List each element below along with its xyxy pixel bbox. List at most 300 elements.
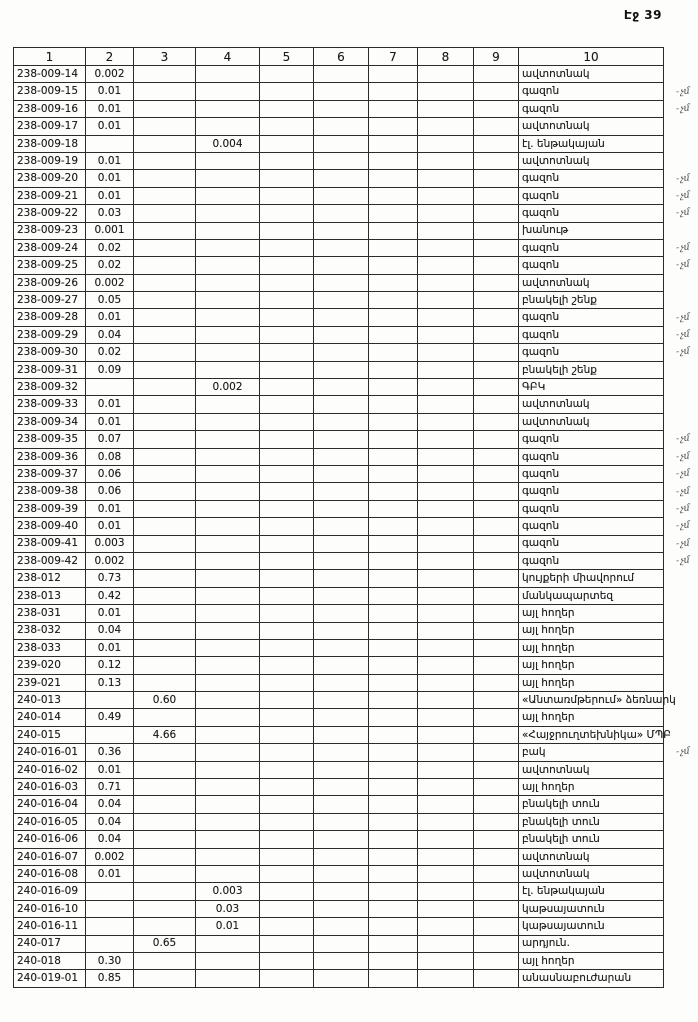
table-row (14, 761, 664, 778)
table-row (14, 865, 664, 882)
cell-empty (314, 935, 369, 952)
cell-land-use: ավտոտնակ (519, 274, 664, 291)
cell-empty (369, 205, 418, 222)
cell-area-col3 (134, 970, 196, 987)
cell-empty (314, 100, 369, 117)
cell-empty (260, 309, 314, 326)
cell-empty (314, 257, 369, 274)
cell-parcel-id: 240-014 (14, 709, 86, 726)
cell-empty (369, 865, 418, 882)
cell-area-col2: 0.06 (86, 465, 134, 482)
cell-empty (369, 344, 418, 361)
cell-area-col4 (196, 483, 260, 500)
table-row (14, 883, 664, 900)
cell-parcel-id: 238-009-39 (14, 500, 86, 517)
cell-empty (369, 970, 418, 987)
cell-area-col2: 0.71 (86, 779, 134, 796)
cell-empty (369, 152, 418, 169)
cell-area-col2: 0.04 (86, 326, 134, 343)
handwritten-margin-mark: - չմ (676, 104, 690, 114)
table-row (14, 605, 664, 622)
table-row (14, 239, 664, 256)
cell-empty (418, 500, 474, 517)
cell-empty (260, 692, 314, 709)
cell-empty (260, 396, 314, 413)
cell-empty (369, 135, 418, 152)
cell-empty (418, 605, 474, 622)
cell-area-col2: 0.01 (86, 761, 134, 778)
table-row (14, 518, 664, 535)
cell-parcel-id: 239-021 (14, 674, 86, 691)
table-row (14, 448, 664, 465)
table-row (14, 552, 664, 569)
cell-parcel-id: 240-016-10 (14, 900, 86, 917)
column-header-3: 3 (134, 48, 196, 66)
cell-empty (314, 413, 369, 430)
cell-area-col4: 0.003 (196, 883, 260, 900)
cell-land-use: բնակելի շենք (519, 292, 664, 309)
cell-empty (369, 535, 418, 552)
cell-empty (474, 396, 519, 413)
cell-area-col2: 0.01 (86, 500, 134, 517)
cell-land-use: կույքերի միավորում (519, 570, 664, 587)
cell-area-col4 (196, 744, 260, 761)
cell-area-col2: 0.01 (86, 413, 134, 430)
cell-area-col4 (196, 552, 260, 569)
cell-area-col3 (134, 900, 196, 917)
cell-empty (369, 100, 418, 117)
parcel-table-wrap (13, 47, 691, 988)
cell-area-col4 (196, 935, 260, 952)
cell-empty (474, 883, 519, 900)
handwritten-margin-mark: - չմ (676, 469, 690, 479)
cell-empty (369, 257, 418, 274)
table-row (14, 657, 664, 674)
cell-land-use: գազոն - չմ (519, 500, 664, 517)
cell-area-col2: 0.002 (86, 66, 134, 83)
cell-empty (260, 796, 314, 813)
handwritten-margin-mark: - չմ (676, 538, 690, 548)
cell-empty (474, 222, 519, 239)
cell-land-use: գազոն - չմ (519, 483, 664, 500)
column-header-5: 5 (260, 48, 314, 66)
cell-area-col3 (134, 413, 196, 430)
cell-parcel-id: 238-013 (14, 587, 86, 604)
cell-parcel-id: 238-009-28 (14, 309, 86, 326)
cell-area-col4 (196, 796, 260, 813)
cell-area-col4: 0.01 (196, 918, 260, 935)
cell-area-col2: 0.73 (86, 570, 134, 587)
cell-parcel-id: 238-012 (14, 570, 86, 587)
cell-empty (418, 865, 474, 882)
cell-empty (474, 83, 519, 100)
cell-area-col3 (134, 622, 196, 639)
cell-empty (474, 118, 519, 135)
cell-area-col4 (196, 692, 260, 709)
cell-empty (260, 118, 314, 135)
cell-empty (474, 326, 519, 343)
cell-empty (418, 118, 474, 135)
cell-parcel-id: 240-016-08 (14, 865, 86, 882)
cell-empty (369, 518, 418, 535)
cell-area-col3 (134, 361, 196, 378)
cell-land-use: ավտոտնակ (519, 396, 664, 413)
cell-empty (314, 605, 369, 622)
cell-empty (418, 535, 474, 552)
cell-empty (314, 865, 369, 882)
cell-parcel-id: 240-016-02 (14, 761, 86, 778)
table-row (14, 918, 664, 935)
cell-parcel-id: 238-009-40 (14, 518, 86, 535)
handwritten-margin-mark: - չմ (676, 191, 690, 201)
cell-empty (474, 970, 519, 987)
cell-area-col4 (196, 309, 260, 326)
cell-empty (260, 431, 314, 448)
cell-empty (260, 744, 314, 761)
cell-area-col2 (86, 135, 134, 152)
cell-empty (369, 274, 418, 291)
table-row (14, 639, 664, 656)
cell-area-col4 (196, 344, 260, 361)
cell-empty (314, 622, 369, 639)
cell-empty (369, 692, 418, 709)
handwritten-margin-mark: - չմ (676, 208, 690, 218)
cell-land-use: գազոն - չմ (519, 552, 664, 569)
cell-empty (474, 952, 519, 969)
cell-empty (260, 205, 314, 222)
table-row (14, 674, 664, 691)
cell-empty (474, 100, 519, 117)
cell-empty (314, 900, 369, 917)
cell-empty (314, 674, 369, 691)
cell-empty (260, 326, 314, 343)
cell-area-col2: 0.05 (86, 292, 134, 309)
cell-parcel-id: 238-009-23 (14, 222, 86, 239)
handwritten-margin-mark: - չմ (676, 173, 690, 183)
cell-empty (474, 865, 519, 882)
handwritten-margin-mark: - չմ (676, 521, 690, 531)
handwritten-margin-mark: - չմ (676, 312, 690, 322)
cell-area-col2: 0.12 (86, 657, 134, 674)
cell-empty (418, 796, 474, 813)
cell-land-use: մանկապարտեզ (519, 587, 664, 604)
cell-parcel-id: 238-009-19 (14, 152, 86, 169)
cell-empty (474, 779, 519, 796)
cell-empty (369, 222, 418, 239)
cell-area-col4 (196, 970, 260, 987)
cell-area-col2 (86, 900, 134, 917)
cell-empty (474, 257, 519, 274)
cell-area-col2: 0.03 (86, 205, 134, 222)
cell-empty (369, 848, 418, 865)
table-row (14, 779, 664, 796)
cell-empty (369, 66, 418, 83)
cell-empty (314, 83, 369, 100)
cell-land-use: այլ հողեր (519, 952, 664, 969)
cell-area-col2: 0.01 (86, 170, 134, 187)
cell-parcel-id: 238-031 (14, 605, 86, 622)
cell-empty (369, 465, 418, 482)
cell-area-col4 (196, 326, 260, 343)
cell-area-col3: 0.65 (134, 935, 196, 952)
cell-empty (418, 831, 474, 848)
cell-area-col4 (196, 187, 260, 204)
cell-empty (418, 570, 474, 587)
cell-land-use: գազոն - չմ (519, 448, 664, 465)
cell-area-col2: 0.001 (86, 222, 134, 239)
cell-empty (474, 152, 519, 169)
cell-area-col3 (134, 587, 196, 604)
cell-area-col4 (196, 274, 260, 291)
parcel-table (13, 47, 691, 988)
header-row (14, 48, 664, 66)
cell-empty (260, 587, 314, 604)
cell-area-col3 (134, 309, 196, 326)
handwritten-margin-mark: - չմ (676, 486, 690, 496)
cell-empty (369, 448, 418, 465)
cell-empty (474, 639, 519, 656)
cell-area-col2: 0.02 (86, 257, 134, 274)
table-row (14, 431, 664, 448)
table-row (14, 692, 664, 709)
cell-empty (314, 292, 369, 309)
cell-parcel-id: 240-016-05 (14, 813, 86, 830)
cell-area-col3 (134, 326, 196, 343)
cell-land-use: գազոն - չմ (519, 170, 664, 187)
cell-empty (418, 726, 474, 743)
cell-area-col3 (134, 518, 196, 535)
handwritten-margin-mark: - չմ (676, 504, 690, 514)
cell-area-col3 (134, 257, 196, 274)
cell-empty (314, 587, 369, 604)
cell-empty (418, 709, 474, 726)
cell-area-col2: 0.01 (86, 83, 134, 100)
cell-empty (369, 605, 418, 622)
cell-area-col3 (134, 952, 196, 969)
cell-area-col2 (86, 726, 134, 743)
cell-parcel-id: 240-017 (14, 935, 86, 952)
cell-area-col3 (134, 396, 196, 413)
cell-empty (369, 83, 418, 100)
cell-empty (418, 187, 474, 204)
cell-parcel-id: 238-033 (14, 639, 86, 656)
cell-area-col3 (134, 135, 196, 152)
table-row (14, 205, 664, 222)
cell-parcel-id: 240-016-04 (14, 796, 86, 813)
table-row (14, 813, 664, 830)
cell-empty (260, 518, 314, 535)
cell-area-col3 (134, 170, 196, 187)
cell-area-col4 (196, 639, 260, 656)
cell-parcel-id: 240-016-03 (14, 779, 86, 796)
cell-land-use: բակ - չմ (519, 744, 664, 761)
cell-empty (418, 205, 474, 222)
cell-area-col4 (196, 761, 260, 778)
cell-land-use: արդյուն. (519, 935, 664, 952)
cell-area-col4 (196, 239, 260, 256)
cell-empty (260, 274, 314, 291)
cell-empty (474, 205, 519, 222)
column-header-10: 10 (519, 48, 664, 66)
column-header-9: 9 (474, 48, 519, 66)
cell-empty (314, 918, 369, 935)
cell-empty (260, 831, 314, 848)
cell-parcel-id: 238-009-15 (14, 83, 86, 100)
cell-empty (474, 66, 519, 83)
cell-land-use: գազոն - չմ (519, 100, 664, 117)
cell-area-col2: 0.07 (86, 431, 134, 448)
cell-empty (260, 883, 314, 900)
cell-area-col4 (196, 605, 260, 622)
cell-area-col2: 0.01 (86, 187, 134, 204)
cell-empty (369, 170, 418, 187)
table-row (14, 344, 664, 361)
cell-empty (314, 779, 369, 796)
cell-empty (314, 135, 369, 152)
cell-area-col3 (134, 865, 196, 882)
cell-empty (369, 413, 418, 430)
cell-empty (314, 761, 369, 778)
cell-empty (260, 239, 314, 256)
column-header-7: 7 (369, 48, 418, 66)
table-row (14, 483, 664, 500)
cell-empty (314, 726, 369, 743)
cell-parcel-id: 240-013 (14, 692, 86, 709)
cell-empty (369, 326, 418, 343)
cell-area-col2: 0.42 (86, 587, 134, 604)
cell-land-use: բնակելի տուն (519, 796, 664, 813)
cell-area-col2: 0.02 (86, 239, 134, 256)
cell-area-col3 (134, 83, 196, 100)
cell-empty (474, 518, 519, 535)
table-row (14, 709, 664, 726)
cell-empty (474, 170, 519, 187)
cell-empty (418, 883, 474, 900)
cell-land-use: ավտոտնակ (519, 152, 664, 169)
cell-area-col2 (86, 883, 134, 900)
cell-empty (260, 848, 314, 865)
cell-empty (314, 309, 369, 326)
cell-empty (474, 379, 519, 396)
cell-empty (474, 274, 519, 291)
cell-parcel-id: 239-020 (14, 657, 86, 674)
cell-empty (369, 900, 418, 917)
cell-area-col2: 0.02 (86, 344, 134, 361)
cell-land-use: «Հայջրուղտեխնիկա» ՄՊԲ (519, 726, 664, 743)
cell-area-col3 (134, 813, 196, 830)
cell-parcel-id: 238-032 (14, 622, 86, 639)
table-row (14, 152, 664, 169)
table-row (14, 118, 664, 135)
cell-land-use: ավտոտնակ (519, 848, 664, 865)
cell-area-col2: 0.04 (86, 622, 134, 639)
cell-land-use: գազոն - չմ (519, 344, 664, 361)
cell-empty (260, 66, 314, 83)
cell-empty (260, 100, 314, 117)
cell-parcel-id: 240-016-11 (14, 918, 86, 935)
cell-empty (314, 66, 369, 83)
cell-area-col3 (134, 205, 196, 222)
cell-empty (260, 292, 314, 309)
cell-area-col2: 0.04 (86, 813, 134, 830)
cell-empty (418, 744, 474, 761)
cell-empty (474, 483, 519, 500)
cell-parcel-id: 238-009-41 (14, 535, 86, 552)
cell-empty (474, 796, 519, 813)
table-row (14, 465, 664, 482)
cell-empty (314, 187, 369, 204)
cell-area-col4 (196, 66, 260, 83)
cell-area-col4 (196, 726, 260, 743)
cell-empty (369, 657, 418, 674)
handwritten-margin-mark: - չմ (676, 434, 690, 444)
cell-area-col4 (196, 657, 260, 674)
cell-area-col2: 0.01 (86, 605, 134, 622)
cell-empty (369, 831, 418, 848)
cell-land-use: գազոն - չմ (519, 535, 664, 552)
cell-empty (474, 309, 519, 326)
table-row (14, 326, 664, 343)
cell-area-col4 (196, 952, 260, 969)
cell-area-col4 (196, 587, 260, 604)
cell-land-use: էլ. ենթակայան (519, 135, 664, 152)
cell-empty (260, 918, 314, 935)
cell-empty (418, 813, 474, 830)
table-row (14, 535, 664, 552)
table-row (14, 848, 664, 865)
cell-empty (418, 326, 474, 343)
cell-empty (314, 274, 369, 291)
cell-area-col3 (134, 796, 196, 813)
cell-empty (314, 535, 369, 552)
cell-area-col2: 0.06 (86, 483, 134, 500)
cell-empty (314, 170, 369, 187)
cell-empty (369, 918, 418, 935)
cell-empty (418, 848, 474, 865)
column-header-6: 6 (314, 48, 369, 66)
cell-empty (314, 431, 369, 448)
cell-empty (474, 239, 519, 256)
cell-area-col4 (196, 118, 260, 135)
cell-parcel-id: 240-016-09 (14, 883, 86, 900)
cell-area-col3 (134, 344, 196, 361)
cell-empty (260, 570, 314, 587)
cell-area-col4 (196, 865, 260, 882)
cell-land-use: այլ հողեր (519, 639, 664, 656)
cell-land-use: գազոն - չմ (519, 518, 664, 535)
cell-empty (418, 100, 474, 117)
cell-empty (474, 622, 519, 639)
cell-land-use: կաթսայատուն (519, 900, 664, 917)
cell-empty (474, 587, 519, 604)
cell-empty (369, 935, 418, 952)
cell-empty (260, 257, 314, 274)
column-header-2: 2 (86, 48, 134, 66)
cell-area-col3 (134, 239, 196, 256)
cell-empty (418, 379, 474, 396)
handwritten-margin-mark: - չմ (676, 330, 690, 340)
cell-empty (474, 657, 519, 674)
cell-empty (314, 831, 369, 848)
cell-area-col4 (196, 431, 260, 448)
cell-land-use: ավտոտնակ (519, 865, 664, 882)
cell-empty (369, 779, 418, 796)
cell-area-col2 (86, 935, 134, 952)
table-row (14, 952, 664, 969)
cell-empty (474, 448, 519, 465)
cell-area-col2: 0.01 (86, 152, 134, 169)
cell-parcel-id: 238-009-25 (14, 257, 86, 274)
